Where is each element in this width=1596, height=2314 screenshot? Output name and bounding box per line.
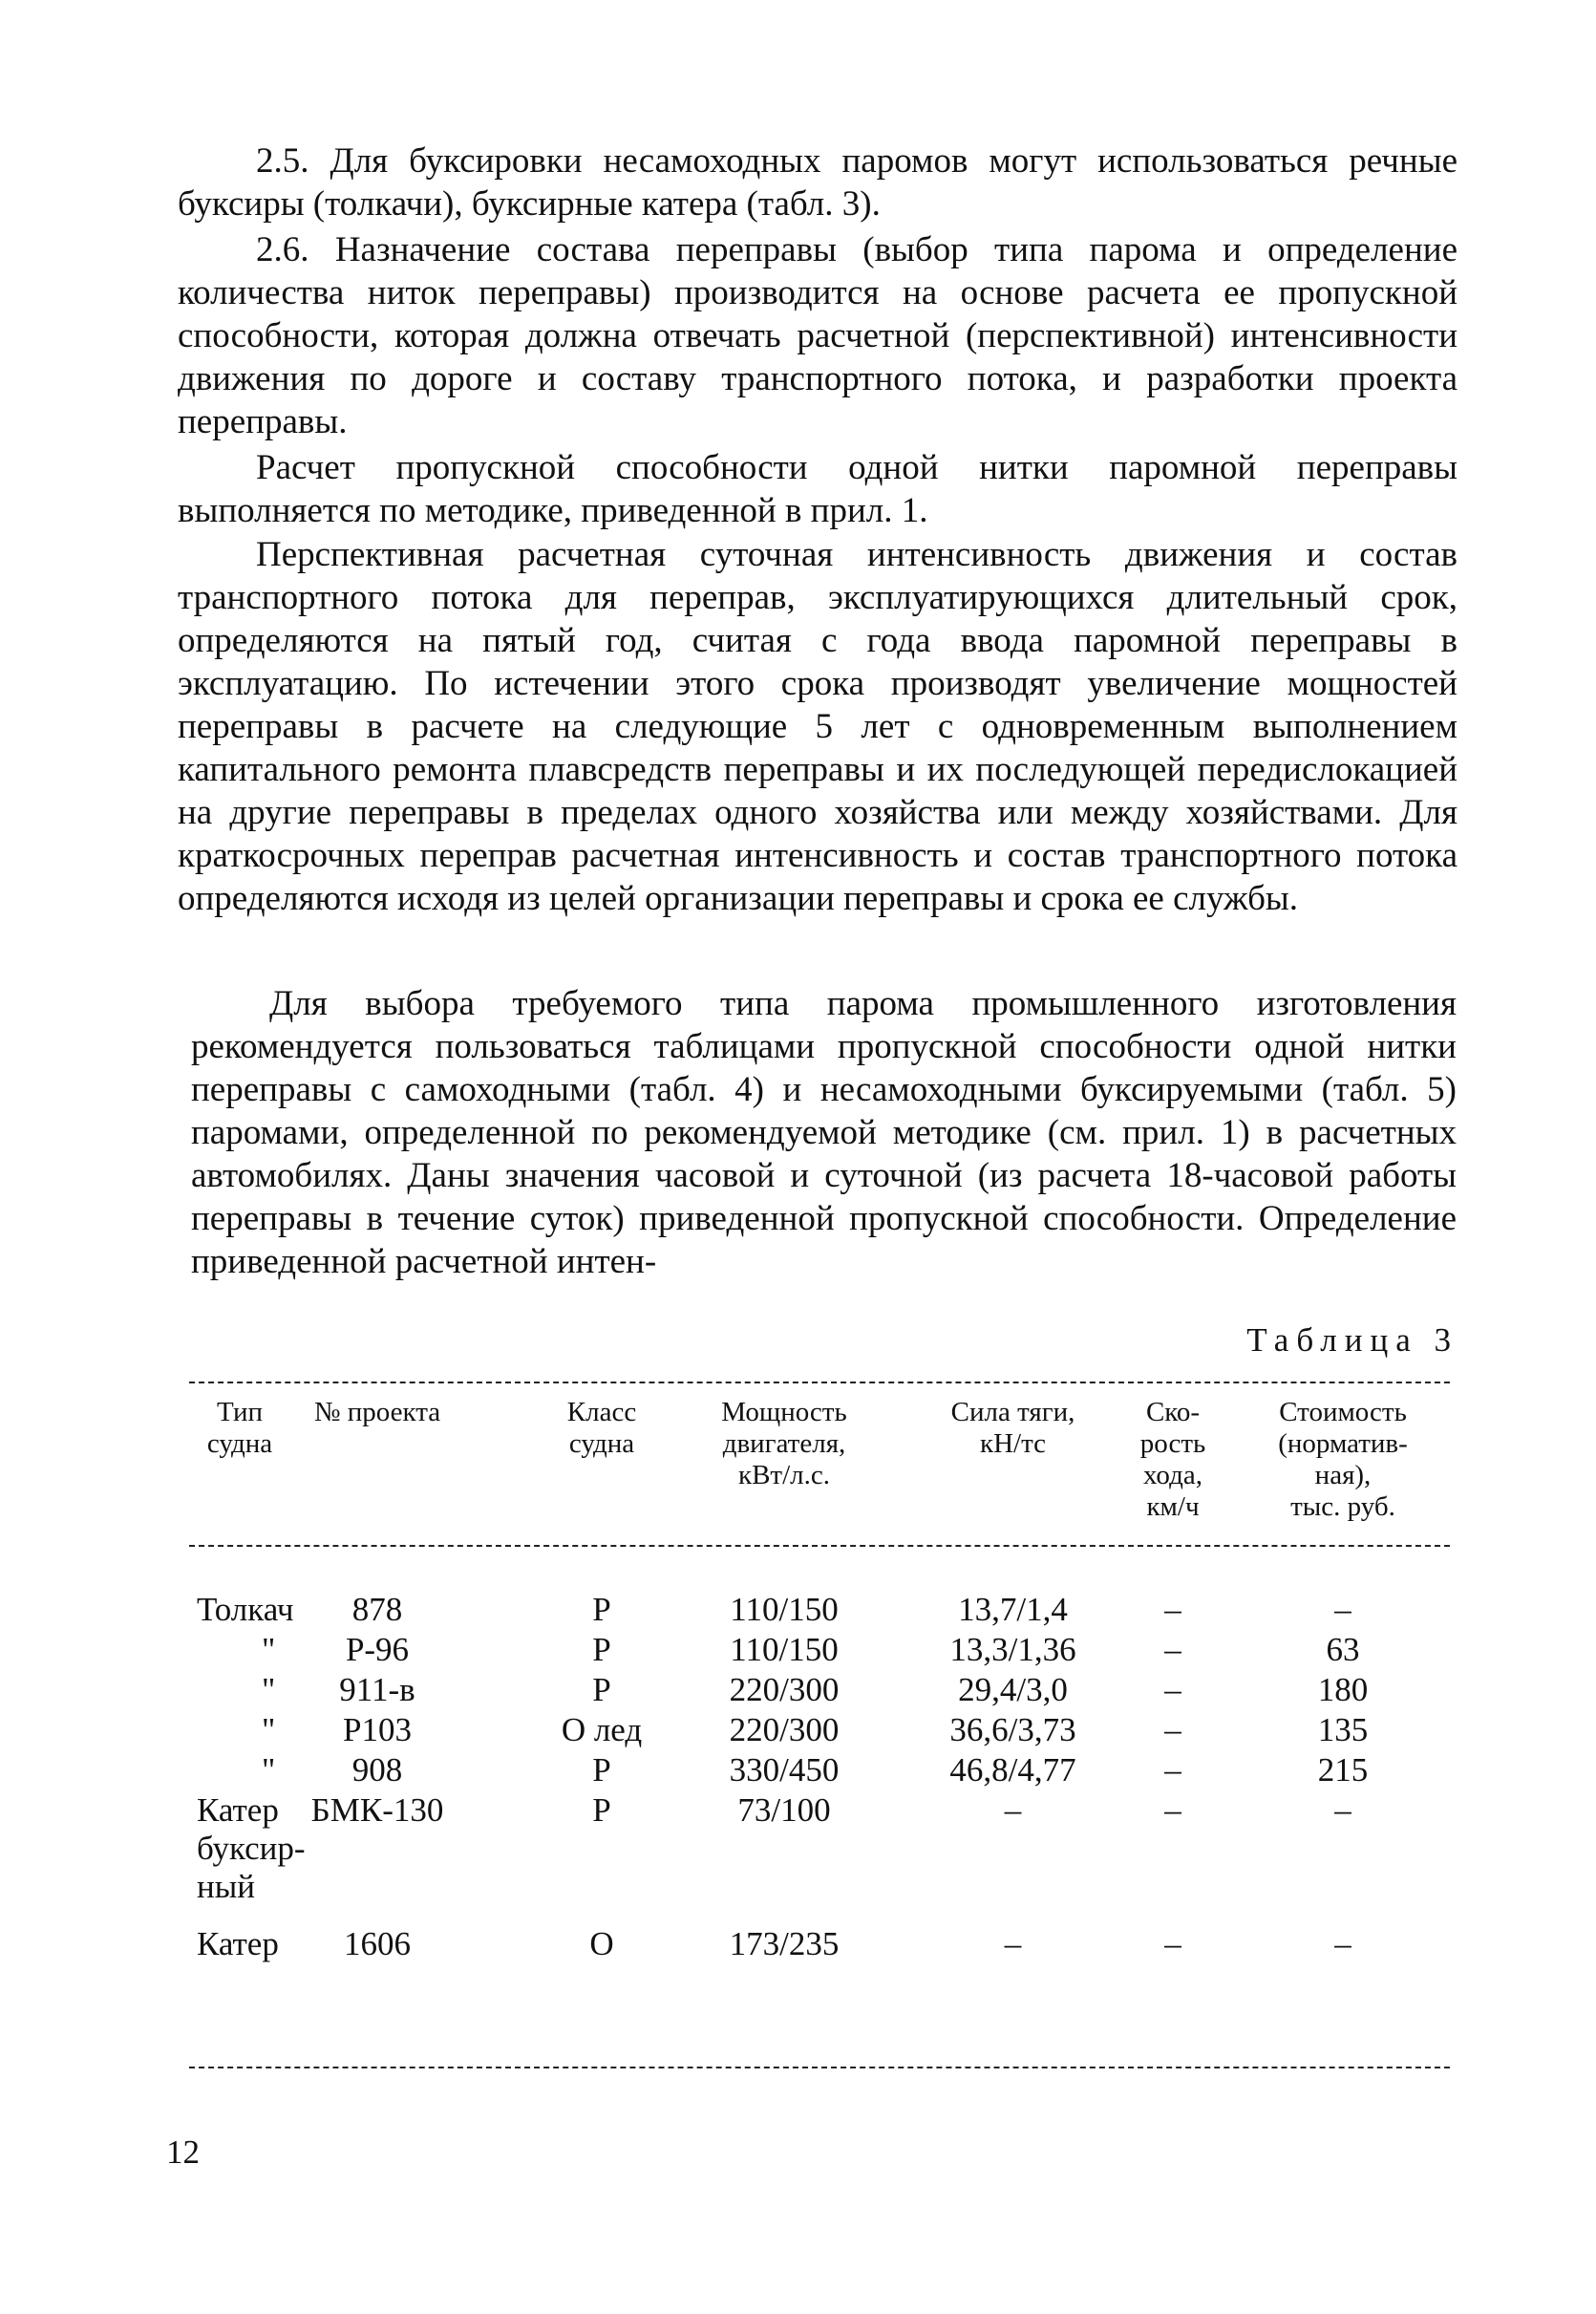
table-cell: 911-в <box>339 1671 415 1708</box>
table-header-line: Ско- <box>1145 1397 1201 1427</box>
table-header-line: Класс <box>566 1397 637 1427</box>
table-cell: Р <box>592 1791 611 1829</box>
table-header-line: Тип <box>216 1397 264 1427</box>
table-top-rule <box>189 1382 1450 1383</box>
table-cell: 135 <box>1317 1711 1369 1748</box>
table-header-line: ная), <box>1314 1460 1372 1490</box>
table-cell: – <box>1004 1791 1022 1829</box>
table-cell: – <box>1334 1591 1351 1628</box>
table-bottom-rule <box>189 2067 1450 2068</box>
table-header-line: кН/тс <box>980 1428 1046 1459</box>
table-cell: Р103 <box>343 1711 412 1748</box>
table-cell: 29,4/3,0 <box>958 1671 1068 1708</box>
table-header-cell <box>682 1397 886 1491</box>
table-header-rule <box>189 1545 1450 1547</box>
table-cell: 63 <box>1326 1631 1360 1668</box>
table-cell: – <box>1334 1925 1351 1962</box>
table-cell: 13,3/1,36 <box>949 1631 1076 1668</box>
table-header-line: двигателя, <box>722 1428 846 1459</box>
table-header-line: Сила тяги, <box>950 1397 1075 1427</box>
table-cell-line: ный <box>197 1868 255 1905</box>
table-cell-line: Катер <box>197 1791 279 1829</box>
table-cell: 13,7/1,4 <box>958 1591 1068 1628</box>
table-cell: 908 <box>351 1751 403 1789</box>
table-cell: Р-96 <box>345 1631 410 1668</box>
table-cell: О лед <box>561 1711 643 1748</box>
table-cell: Р <box>592 1631 611 1668</box>
table-cell: БМК-130 <box>310 1791 444 1829</box>
page-number: 12 <box>166 2133 200 2171</box>
table-cell-line: " <box>262 1631 276 1668</box>
table-header-cell <box>296 1397 458 1428</box>
table-cell: 220/300 <box>729 1671 840 1708</box>
table-header-line: хода, <box>1143 1460 1202 1490</box>
table-header-cell <box>1251 1397 1435 1523</box>
table-cell: Р <box>592 1591 611 1628</box>
table-cell: – <box>1164 1791 1181 1829</box>
table-cell: 180 <box>1317 1671 1369 1708</box>
table-cell: 110/150 <box>730 1591 839 1628</box>
table-cell: 215 <box>1317 1751 1369 1789</box>
table-cell: Р <box>592 1671 611 1708</box>
table-cell: 878 <box>351 1591 403 1628</box>
table-header-line: рость <box>1139 1428 1206 1459</box>
table-cell: 73/100 <box>737 1791 831 1829</box>
table-header-line: тыс. руб. <box>1290 1491 1395 1522</box>
table-cell: – <box>1164 1925 1181 1962</box>
table-header-line: Мощность <box>721 1397 847 1427</box>
table-header-line: Стоимость <box>1279 1397 1407 1427</box>
table-cell-line: буксир- <box>197 1830 306 1867</box>
table-cell: – <box>1334 1791 1351 1829</box>
table-header-line: (норматив- <box>1278 1428 1408 1459</box>
table-header-cell <box>909 1397 1117 1460</box>
table-cell: 36,6/3,73 <box>949 1711 1076 1748</box>
table-cell-line: Катер <box>197 1925 279 1962</box>
table-cell: – <box>1164 1751 1181 1789</box>
paragraph-2-5 <box>178 139 1458 225</box>
table-cell: – <box>1164 1631 1181 1668</box>
paragraph-text: Перспективная расчетная суточная интенсивность движения и состав транспортного потока для переправ, эксплуатирующихся длительный срок, определяются на пятый год, считая с года ввода паромной переправы в эксплуатацию. По истечении этого срока производят увеличение мощностей переправы в расчете на следующие 5 лет с одновременным выполнением капитального ремонта плавсредств переправы и их последующей передислокацией на другие переправы в пределах одного хозяйства или между хозяйствами. Для краткосрочных переправ расчетная интенсивность и состав транспортного потока определяются исходя из целей организации переправы и срока ее службы. <box>178 535 1458 918</box>
table-cell: 110/150 <box>730 1631 839 1668</box>
table-cell: 46,8/4,77 <box>949 1751 1076 1789</box>
table-cell: – <box>1164 1591 1181 1628</box>
table-cell: 330/450 <box>729 1751 840 1789</box>
table-header-cell <box>197 1397 283 1460</box>
table-cell: – <box>1164 1671 1181 1708</box>
table-cell-line: " <box>262 1671 276 1708</box>
table-cell: О <box>589 1925 614 1962</box>
table-header-cell <box>1129 1397 1217 1523</box>
table-caption: Таблица 3 <box>1246 1321 1458 1359</box>
table-header-line: судна <box>568 1428 635 1459</box>
paragraph-text: 2.5. Для буксировки несамоходных паромов могут использоваться речные буксиры (толкачи), буксирные катера (табл. 3). <box>178 141 1458 224</box>
paragraph-text: Расчет пропускной способности одной нитки паромной переправы выполняется по методике, приведенной в прил. 1. <box>178 448 1458 530</box>
paragraph-text: Для выбора требуемого типа парома промышленного изготовления рекомендуется пользоваться таблицами пропускной способности одной нитки переправы с самоходными (табл. 4) и несамоходными буксируемыми (табл. 5) паромами, определенной по рекомендуемой методике (см. прил. 1) в расчетных автомобилях. Даны значения часовой и суточной (из расчета 18-часовой работы переправы в течение суток) приведенной пропускной способности. Определение приведенной расчетной интен- <box>191 984 1457 1281</box>
table-header-cell <box>559 1397 645 1460</box>
table-cell: – <box>1004 1925 1022 1962</box>
paragraph-text: 2.6. Назначение состава переправы (выбор типа парома и определение количества ниток переправы) производится на основе расчета ее пропускной способности, которая должна отвечать расчетной (перспективной) интенсивности движения по дороге и составу транспортного потока, и разработки проекта переправы. <box>178 230 1458 441</box>
table-header-line: кВт/л.с. <box>737 1460 830 1490</box>
table-cell: 220/300 <box>729 1711 840 1748</box>
table-cell: Р <box>592 1751 611 1789</box>
paragraph-perspective-intensity <box>178 533 1458 920</box>
table-cell: 1606 <box>344 1925 411 1962</box>
table-header-line: км/ч <box>1146 1491 1200 1522</box>
table-cell-line: " <box>262 1751 276 1789</box>
table-header-line: судна <box>206 1428 273 1459</box>
paragraph-2-6 <box>178 228 1458 443</box>
table-cell: 173/235 <box>729 1925 840 1962</box>
table-cell-line: " <box>262 1711 276 1748</box>
table-cell-line: Толкач <box>197 1591 294 1628</box>
table-header-line: № проекта <box>313 1397 441 1427</box>
paragraph-ferry-type-selection <box>191 982 1457 1283</box>
table-cell: – <box>1164 1711 1181 1748</box>
paragraph-calculation-method <box>178 446 1458 532</box>
